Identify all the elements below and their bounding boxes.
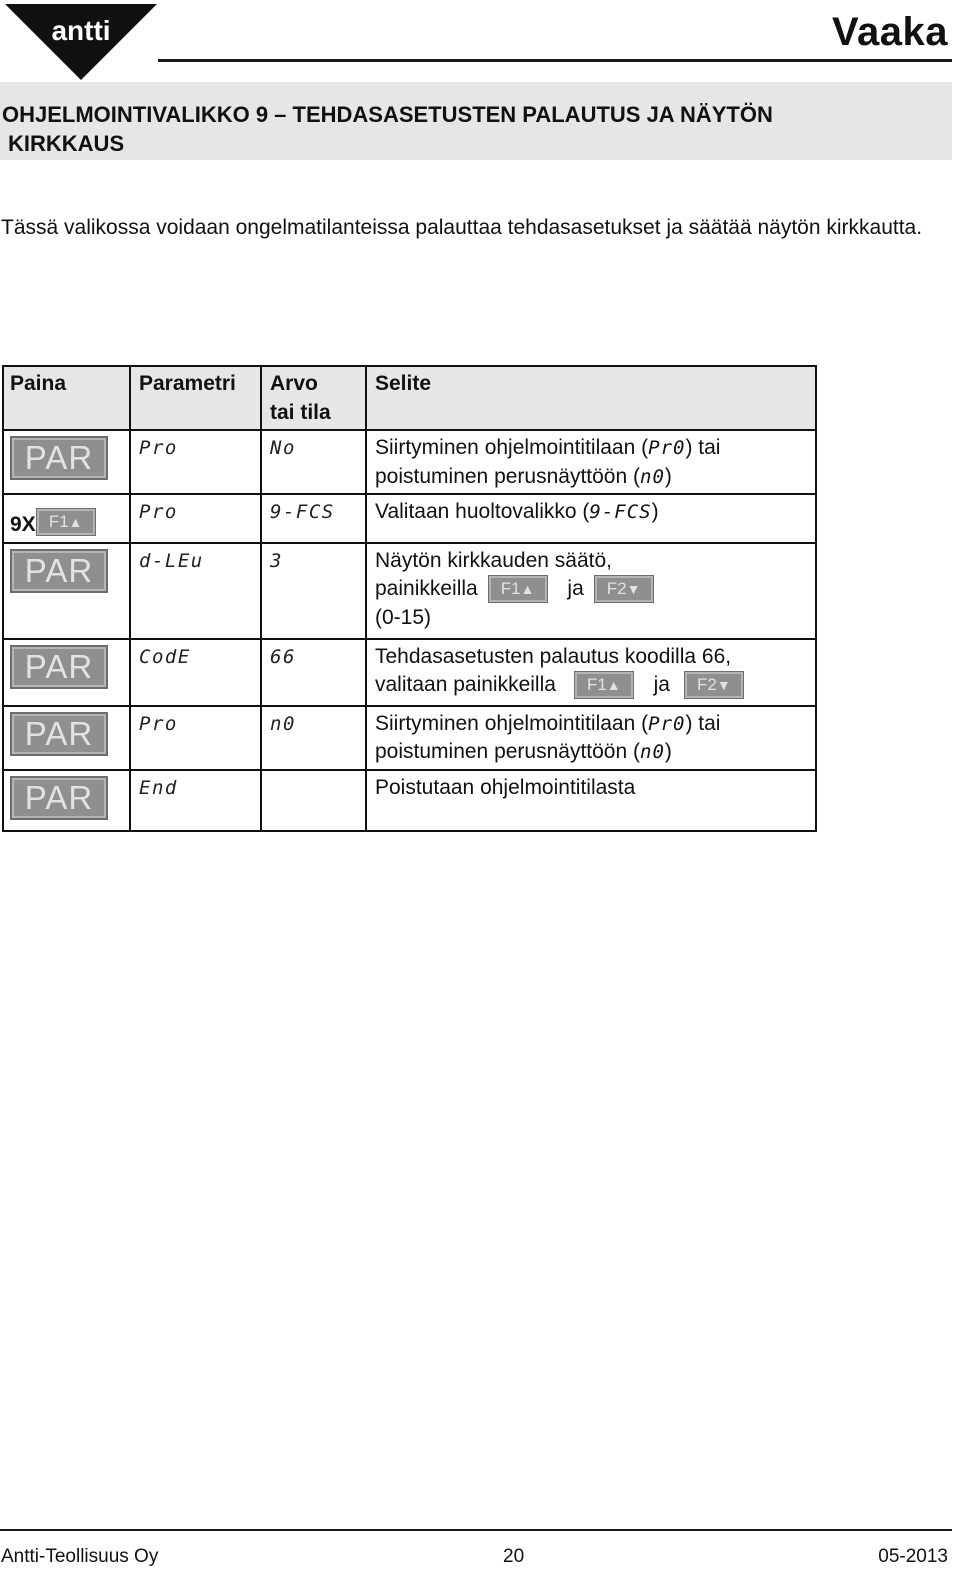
section-title-box <box>0 82 952 160</box>
desc-text: Valitaan huoltovalikko ( <box>375 500 590 523</box>
desc-code: Pr0 <box>648 712 686 735</box>
par-key-icon: PAR <box>10 645 108 689</box>
programming-table <box>2 365 817 832</box>
table-row <box>3 639 816 706</box>
f1-label: F1 <box>586 675 607 695</box>
value-cell <box>261 494 366 543</box>
header-paina: Paina <box>3 366 130 430</box>
param-display: CodE <box>139 645 191 668</box>
desc-text: Siirtyminen ohjelmointitilaan ( <box>375 436 649 459</box>
value-cell <box>261 543 366 639</box>
footer-company: Antti-Teollisuus Oy <box>1 1546 159 1567</box>
desc-text: Tehdasasetusten palautus koodilla 66, <box>375 644 732 668</box>
param-display: Pro <box>139 501 178 523</box>
press-cell <box>3 543 130 639</box>
param-display: d-LEu <box>139 549 204 572</box>
value-display: 66 <box>270 645 296 668</box>
f1-up-key-icon <box>488 575 548 603</box>
value-cell <box>261 706 366 770</box>
arrow-down-icon: ▼ <box>626 581 641 598</box>
desc-text: ) tai <box>685 711 721 735</box>
antti-logo <box>5 4 157 80</box>
desc-text: painikkeilla <box>375 577 478 600</box>
value-cell <box>261 430 366 494</box>
param-display: Pro <box>139 712 178 735</box>
header-rule <box>158 59 952 62</box>
desc-text: (0-15) <box>375 605 432 629</box>
table-row <box>3 430 816 494</box>
arrow-up-icon: ▲ <box>606 677 621 694</box>
arrow-up-icon: ▲ <box>68 514 83 531</box>
footer-page-number: 20 <box>503 1546 525 1567</box>
desc-text: Näytön kirkkauden säätö, <box>375 548 612 572</box>
desc-text: poistuminen perusnäyttöön ( <box>375 740 640 763</box>
param-display: End <box>139 776 178 799</box>
f2-label: F2 <box>696 675 717 695</box>
section-title-line1: OHJELMOINTIVALIKKO 9 – TEHDASASETUSTEN PALAUTUS JA NÄYTÖN <box>2 102 773 127</box>
desc-code: 9-FCS <box>589 501 652 523</box>
description-cell <box>366 494 816 543</box>
header-arvo-line1: Arvo <box>270 372 318 395</box>
header-arvo-line2: tai tila <box>270 400 331 424</box>
desc-text: poistuminen perusnäyttöön ( <box>375 464 640 488</box>
section-title <box>2 100 773 158</box>
desc-text: Poistutaan ohjelmointitilasta <box>375 775 636 799</box>
par-key-icon: PAR <box>10 712 108 756</box>
desc-text: ja <box>567 577 584 600</box>
table-row <box>3 706 816 770</box>
intro-paragraph: Tässä valikossa voidaan ongelmatilanteissa palauttaa tehdasasetukset ja säätää näytön kirkkautta. <box>1 216 923 239</box>
desc-code: n0 <box>640 465 665 488</box>
f2-down-key-icon <box>594 575 654 603</box>
press-cell <box>3 430 130 494</box>
table-row <box>3 494 816 543</box>
desc-text: valitaan painikkeilla <box>375 673 556 696</box>
f2-label: F2 <box>606 579 627 599</box>
value-cell <box>261 770 366 831</box>
desc-text: ) tai <box>685 436 721 459</box>
table-header-row <box>3 366 816 430</box>
description-cell <box>366 543 816 639</box>
param-cell <box>130 639 261 706</box>
value-cell <box>261 639 366 706</box>
f1-up-key-icon <box>574 671 634 699</box>
section-title-line2: KIRKKAUS <box>8 131 125 156</box>
desc-code: Pr0 <box>648 437 686 459</box>
press-cell <box>3 494 130 543</box>
header-parametri: Parametri <box>130 366 261 430</box>
param-cell <box>130 770 261 831</box>
description-cell <box>366 430 816 494</box>
header-arvo <box>261 366 366 430</box>
desc-text: ja <box>653 673 670 696</box>
description-cell <box>366 639 816 706</box>
press-cell <box>3 770 130 831</box>
press-cell <box>3 639 130 706</box>
press-cell <box>3 706 130 770</box>
value-display: n0 <box>270 712 296 735</box>
f1-label: F1 <box>48 512 69 532</box>
param-display: Pro <box>139 437 178 459</box>
value-display: 3 <box>270 549 283 572</box>
footer-date: 05-2013 <box>878 1546 948 1567</box>
desc-text: ) <box>664 740 672 763</box>
par-key-icon: PAR <box>10 549 108 593</box>
param-cell <box>130 543 261 639</box>
desc-text: ) <box>664 464 672 488</box>
value-display: No <box>270 437 296 459</box>
arrow-up-icon: ▲ <box>520 581 535 598</box>
table-row <box>3 770 816 831</box>
arrow-down-icon: ▼ <box>716 677 731 694</box>
desc-code: n0 <box>640 741 665 763</box>
desc-text: ) <box>651 500 659 523</box>
header-selite: Selite <box>366 366 816 430</box>
description-cell <box>366 770 816 831</box>
par-key-icon: PAR <box>10 776 108 820</box>
desc-text: Siirtyminen ohjelmointitilaan ( <box>375 711 649 735</box>
f1-label: F1 <box>500 579 521 599</box>
param-cell <box>130 494 261 543</box>
param-cell <box>130 430 261 494</box>
footer-rule <box>0 1529 952 1531</box>
f2-down-key-icon <box>684 671 744 699</box>
param-cell <box>130 706 261 770</box>
logo-text: antti <box>51 15 111 46</box>
table-row <box>3 543 816 639</box>
f1-up-key-icon <box>36 508 96 536</box>
description-cell <box>366 706 816 770</box>
par-key-icon: PAR <box>10 436 108 480</box>
repeat-count: 9X <box>10 513 36 536</box>
brand-title: Vaaka <box>832 10 948 54</box>
value-display: 9-FCS <box>270 501 335 523</box>
